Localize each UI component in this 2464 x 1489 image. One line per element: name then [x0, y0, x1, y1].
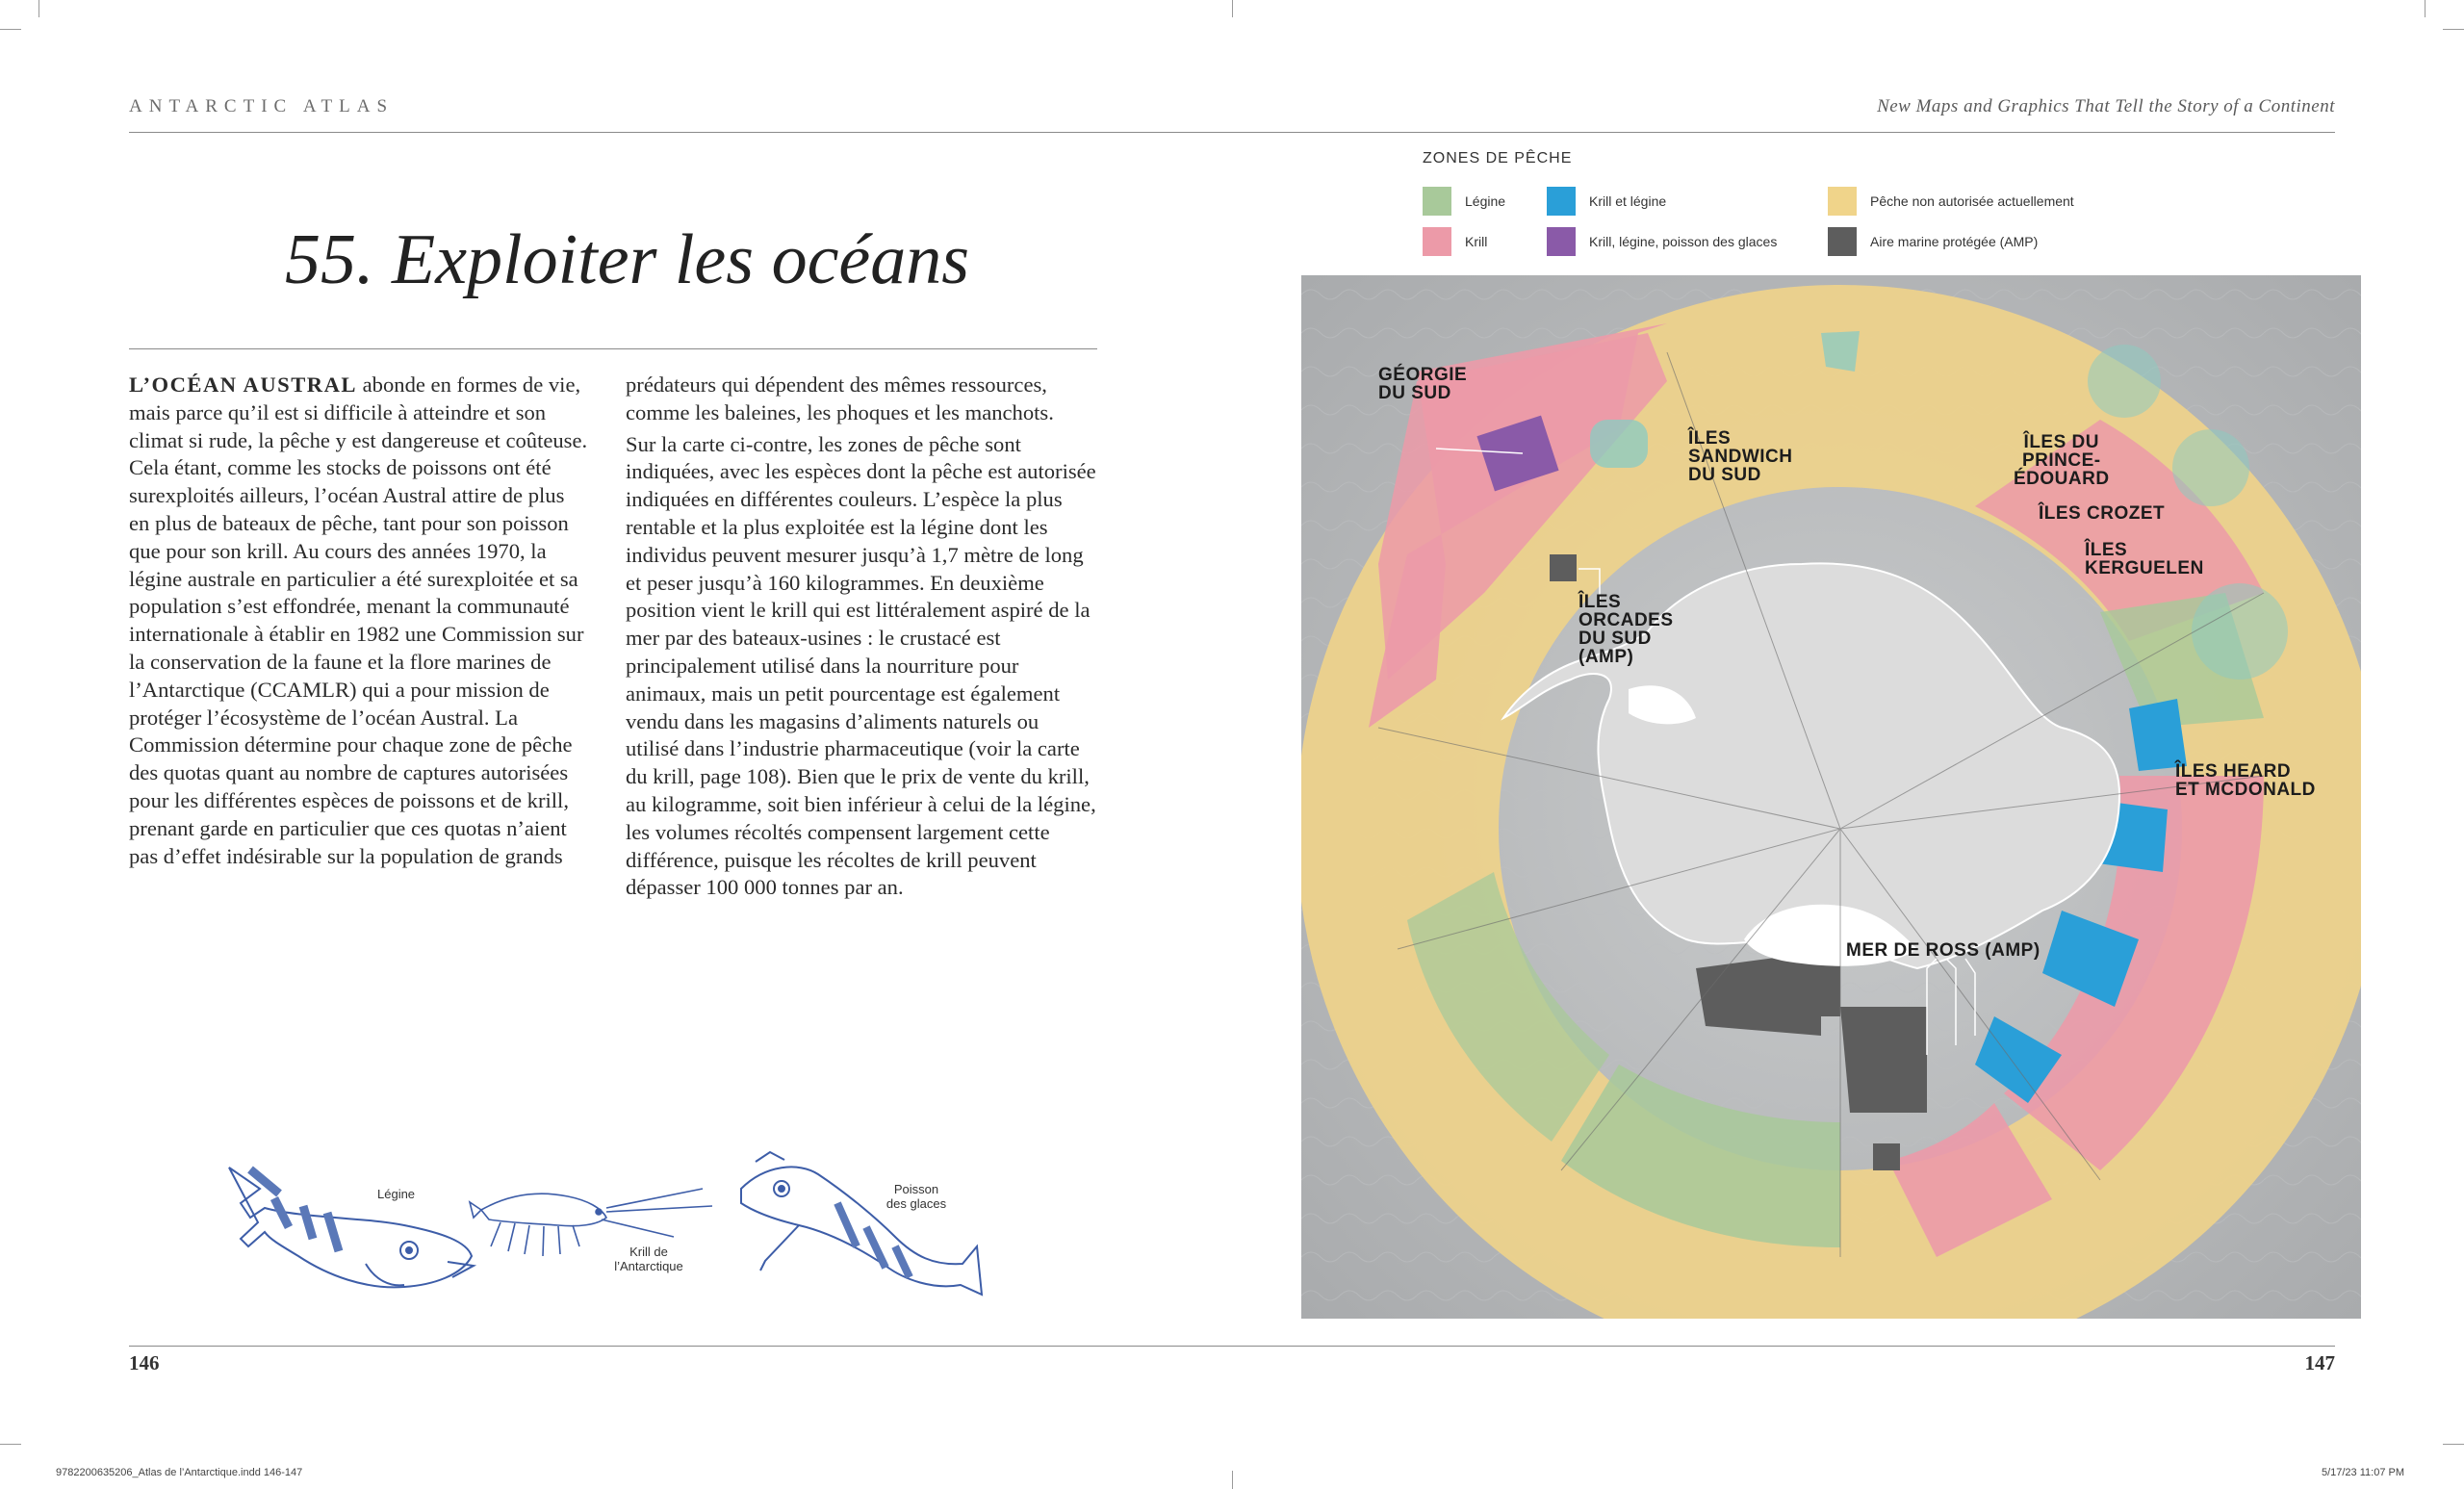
legend-item-krill	[1423, 227, 1487, 256]
zone-amp-ross-south	[1840, 1007, 1927, 1113]
crop-mark	[1232, 0, 1233, 17]
legine-caption: Légine	[377, 1187, 416, 1201]
legend-item-amp	[1828, 227, 2038, 256]
map-label-prince-edouard: ÎLES DU PRINCE- ÉDOUARD	[2014, 432, 2110, 489]
legend-label: Aire marine protégée (AMP)	[1870, 234, 2039, 249]
lead-in: L’OCÉAN AUSTRAL	[129, 372, 357, 397]
species-illustrations	[221, 1150, 991, 1314]
page-number-right: 147	[2304, 1351, 2335, 1374]
swatch-krill-legine	[1547, 187, 1576, 216]
legend-label: Krill et légine	[1589, 193, 1667, 209]
crop-mark	[2425, 0, 2426, 17]
title-rule	[129, 348, 1097, 349]
map-label-georgie: GÉORGIE DU SUD	[1378, 365, 1468, 403]
zone-amp-orcades	[1550, 554, 1577, 581]
crop-mark	[2443, 1444, 2464, 1445]
legend-title: ZONES DE PÊCHE	[1423, 150, 1573, 167]
zone-amp-small	[1873, 1143, 1900, 1170]
running-head-left: ANTARCTIC ATLAS	[129, 96, 395, 116]
legend-item-krill-legine	[1547, 187, 1666, 216]
legend-item-krill-legine-poisson	[1547, 227, 1777, 256]
slug-left: 9782200635206_Atlas de l’Antarctique.indd 146-147	[56, 1467, 303, 1478]
map-label-ross: MER DE ROSS (AMP)	[1846, 940, 2040, 961]
fishing-zones-map	[1301, 275, 2361, 1319]
crop-mark	[0, 1444, 21, 1445]
crop-mark	[1232, 1471, 1233, 1489]
legend-label: Pêche non autorisée actuellement	[1870, 193, 2074, 209]
slug-right: 5/17/23 11:07 PM	[2321, 1467, 2404, 1478]
body-column-1	[129, 372, 589, 870]
body-paragraph: prédateurs qui dépendent des mêmes ressources, comme les baleines, les phoques et les manchots.	[626, 372, 1054, 424]
icefish-illustration	[741, 1152, 982, 1295]
page-number-left: 146	[129, 1351, 160, 1374]
zone-krill-legine-1	[2129, 699, 2187, 771]
krill-caption: Krill de l’Antarctique	[614, 1245, 683, 1273]
zone-kerguelen-circle	[2192, 583, 2288, 680]
legend-label: Légine	[1465, 193, 1506, 209]
zone-crozet-circle	[2172, 429, 2249, 506]
body-column-2	[626, 372, 1097, 902]
crop-mark	[38, 0, 39, 17]
crop-mark	[0, 29, 21, 30]
icefish-caption: Poisson des glaces	[886, 1182, 947, 1211]
zone-patch	[1821, 331, 1860, 372]
running-head-right: New Maps and Graphics That Tell the Story of a Continent	[1877, 96, 2335, 116]
legend-label: Krill, légine, poisson des glaces	[1589, 234, 1778, 249]
map-label-heard: ÎLES HEARD ET MCDONALD	[2175, 761, 2316, 800]
swatch-legine	[1423, 187, 1451, 216]
swatch-krill	[1423, 227, 1451, 256]
map-label-orcades: ÎLES ORCADES DU SUD (AMP)	[1578, 592, 1674, 667]
map-label-kerguelen: ÎLES KERGUELEN	[2085, 540, 2204, 578]
body-text-1: abonde en formes de vie, mais parce qu’il est si difficile à atteindre et son climat si rude, la pêche y est dangereuse et coûteuse. Cela étant, comme les stocks de poissons ont été surexploités ailleurs, l’océan Austral attire de plus en plus de bateaux de pêche, tant pour son poisson que pour son krill. Au cours des années 1970, la légine australe en particulier a été surexploitée et sa population s’est effondrée, menant la communauté internationale à établir en 1982 une Commission sur la conservation de la faune et la flore marines de l’Antarctique (CCAMLR) qui a pour mission de protéger l’écosystème de l’océan Austral. La Commission détermine pour chaque zone de pêche des quotas quant au nombre de captures autorisées pour les différentes espèces de poissons et de krill, prenant garde en particulier que ces quotas n’aient pas d’effet indésirable sur la population de grands	[129, 372, 588, 868]
zone-georgie-patch	[1590, 420, 1648, 468]
legend-item-legine	[1423, 187, 1505, 216]
crop-mark	[2443, 29, 2464, 30]
zone-prince-edouard-circle	[2088, 345, 2161, 418]
swatch-krill-legine-poisson	[1547, 227, 1576, 256]
swatch-non-autorisee	[1828, 187, 1857, 216]
map-label-crozet: ÎLES CROZET	[2039, 503, 2166, 524]
header-rule	[129, 132, 2335, 133]
map-label-sandwich: ÎLES SANDWICH DU SUD	[1688, 428, 1793, 485]
toothfish-illustration	[229, 1168, 474, 1287]
page-title: 55. Exploiter les océans	[285, 220, 970, 299]
legend-item-non-autorisee	[1828, 187, 2074, 216]
legend-label: Krill	[1465, 234, 1488, 249]
body-paragraph: Sur la carte ci-contre, les zones de pêche sont indiquées, avec les espèces dont la pêche est autorisée indiquées en différentes couleurs. L’espèce la plus rentable et la plus exploitée est la légine dont les individus peuvent mesurer jusqu’à 1,7 mètre de long et peser jusqu’à 160 kilogrammes. En deuxième position vient le krill qui est littéralement aspiré de la mer par des bateaux-usines : le crustacé est principalement utilisé dans la nourriture pour animaux, mais un petit pourcentage est également vendu dans les magasins d’aliments naturels ou utilisé dans l’industrie pharmaceutique (voir la carte du krill, page 108). Bien que le prix de vente du krill, au kilogramme, soit bien inférieur à celui de la légine, les volumes récoltés compensent largement cette différence, puisque les récoltes de krill peuvent dépasser 100 000 tonnes par an.	[626, 431, 1096, 900]
footer-rule	[129, 1346, 2335, 1347]
swatch-amp	[1828, 227, 1857, 256]
